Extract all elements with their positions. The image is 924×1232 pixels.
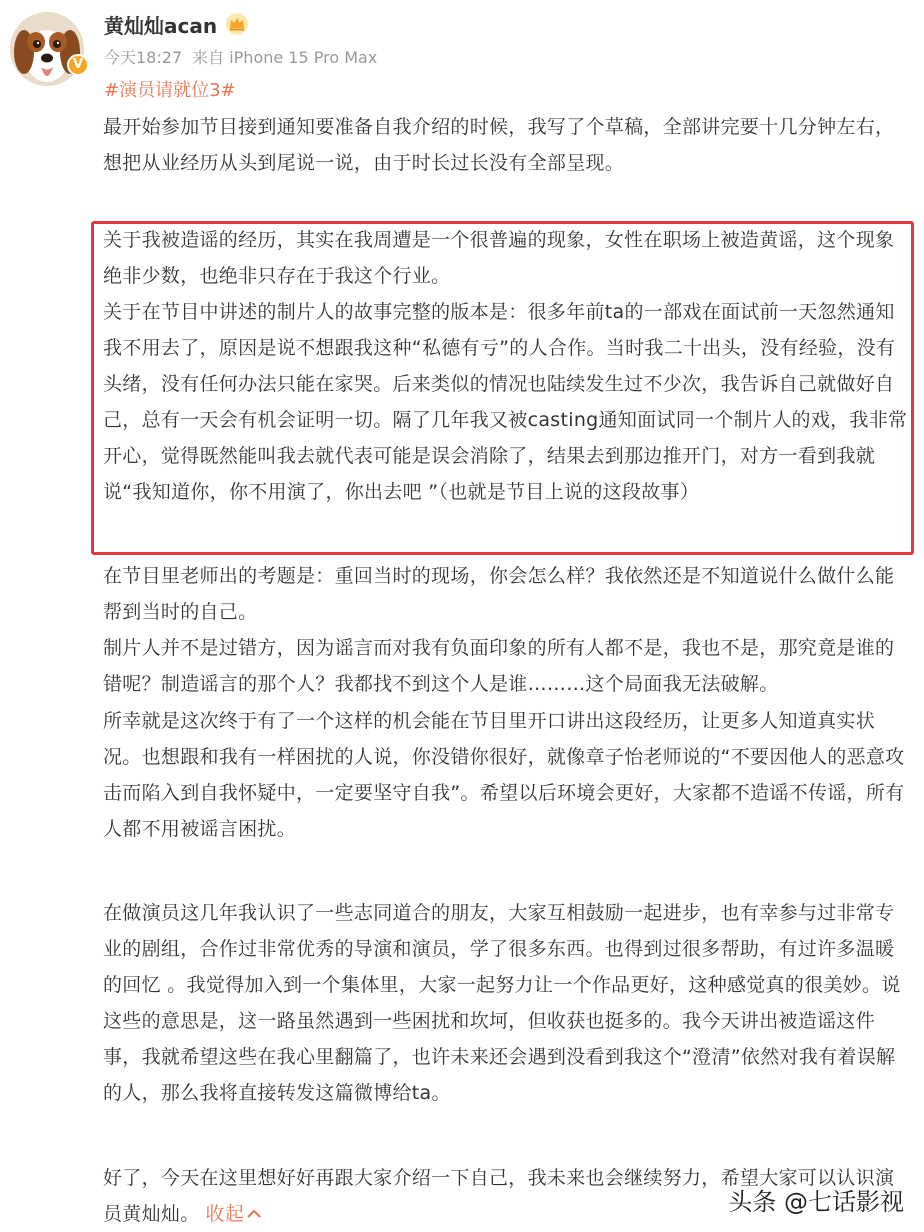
collapse-label[interactable]: 收起 [205, 1203, 245, 1225]
paragraph-fortunately: 所幸就是这次终于有了一个这样的机会能在节目里开口讲出这段经历，让更多人知道真实状况。也想跟和我有一样困扰的人说，你没错你很好，就像章子怡老师说的“不要因他人的恶意攻击而陷入到自我怀疑中，一定要坚守自我”。希望以后环境会更好，大家都不造谣不传谣，所有人都不用被谣言困扰。 [103, 710, 905, 840]
post-time: 今天18:27 [104, 48, 183, 67]
username[interactable]: 黄灿灿acan [104, 14, 218, 38]
post-meta [104, 45, 387, 68]
paragraph-who-is-wrong: 制片人并不是过错方，因为谣言而对我有负面印象的所有人都不是，我也不是，那究竟是谁的错呢？制造谣言的那个人？我都找不到这个人是谁………这个局面我无法破解。 [103, 637, 895, 695]
paragraph-acting-years: 在做演员这几年我认识了一些志同道合的朋友，大家互相鼓励一起进步，也有幸参与过非常专业的剧组，合作过非常优秀的导演和演员，学了很多东西。也得到过很多帮助，有过许多温暖的回忆 。我觉得加入到一个集体里，大家一起努力让一个作品更好，这种感觉真的很美妙。说这些的意思是，这一路虽然遇到一些困扰和坎坷，但收获也挺多的。我今天讲出被造谣这件事，我就希望这些在我心里翻篇了，也许未来还会遇到没看到我这个“澄清”依然对我有着误解的人，那么我将直接转发这篇微博给ta。 [103, 902, 901, 1104]
topic-link[interactable]: #演员请就位3# [104, 80, 236, 101]
crown-icon [225, 12, 249, 36]
collapse-link[interactable] [206, 1203, 262, 1225]
post-source[interactable]: 来自 iPhone 15 Pro Max [192, 48, 378, 67]
paragraph-closing-text: 好了，今天在这里想好好再跟大家介绍一下自己，我未来也会继续努力，希望大家可以认识演员黄灿灿。 [103, 1167, 895, 1225]
chevron-up-icon [247, 1209, 261, 1219]
paragraph-exam-question: 在节目里老师出的考题是：重回当时的现场，你会怎么样？我依然还是不知道说什么做什么能帮到当时的自己。 [103, 565, 895, 623]
paragraph-producer-story: 关于在节目中讲述的制片人的故事完整的版本是：很多年前ta的一部戏在面试前一天忽然通知我不用去了，原因是说不想跟我这种“私德有亏”的人合作。当时我二十出头，没有经验，没有头绪，没有任何办法只能在家哭。后来类似的情况也陆续发生过不少次，我告诉自己就做好自己，总有一天会有机会证明一切。隔了几年我又被casting通知面试同一个制片人的戏，我非常开心，觉得既然能叫我去就代表可能是误会消除了，结果去到那边推开门，对方一看到我就说“我知道你，你不用演了，你出去吧 ”（也就是节目上说的这段故事） [103, 301, 908, 503]
watermark: 头条 @七话影视 [728, 1188, 904, 1216]
verified-v-icon: V [67, 54, 89, 76]
paragraph-intro: 最开始参加节目接到通知要准备自我介绍的时候，我写了个草稿，全部讲完要十几分钟左右，想把从业经历从头到尾说一说，由于时长过长没有全部呈现。 [103, 116, 895, 174]
paragraph-rumor: 关于我被造谣的经历，其实在我周遭是一个很普遍的现象，女性在职场上被造黄谣，这个现象绝非少数，也绝非只存在于我这个行业。 [103, 229, 895, 287]
